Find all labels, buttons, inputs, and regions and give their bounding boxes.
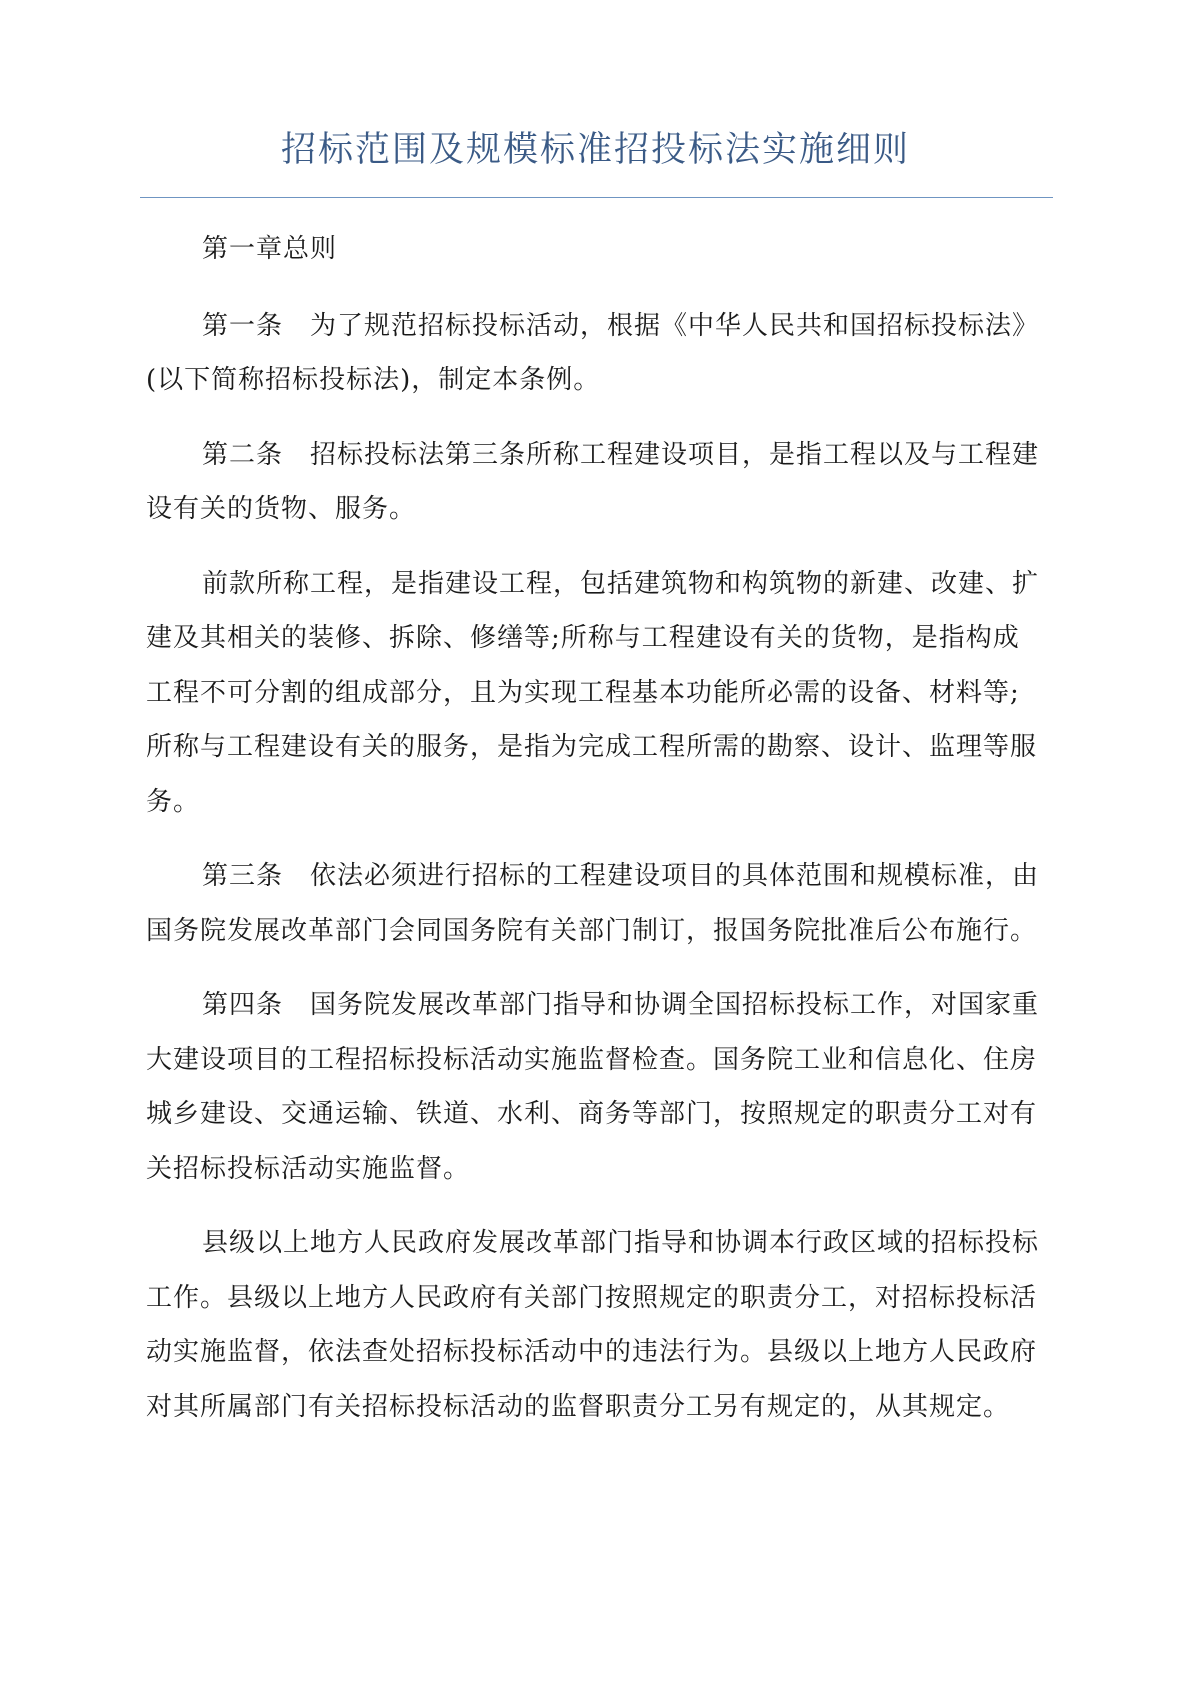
document-body [146,222,1046,1454]
paragraph-article-2-detail: 前款所称工程，是指建设工程，包括建筑物和构筑物的新建、改建、扩建及其相关的装修、拆除、修缮等;所称与工程建设有关的货物，是指构成工程不可分割的组成部分，且为实现工程基本功能所必需的设备、材料等;所称与工程建设有关的服务，是指为完成工程所需的勘察、设计、监理等服务。 [146,568,1040,817]
paragraph-article-2: 第二条 招标投标法第三条所称工程建设项目，是指工程以及与工程建设有关的货物、服务。 [146,439,1040,524]
document-title: 招标范围及规模标准招投标法实施细则 [280,130,910,170]
title-divider [140,197,1053,198]
paragraph-article-4-detail: 县级以上地方人民政府发展改革部门指导和协调本行政区域的招标投标工作。县级以上地方人民政府有关部门按照规定的职责分工，对招标投标活动实施监督，依法查处招标投标活动中的违法行为。县级以上地方人民政府对其所属部门有关招标投标活动的监督职责分工另有规定的，从其规定。 [146,1228,1040,1422]
paragraph-article-3: 第三条 依法必须进行招标的工程建设项目的具体范围和规模标准，由国务院发展改革部门会同国务院有关部门制订，报国务院批准后公布施行。 [146,861,1040,946]
paragraph-article-4: 第四条 国务院发展改革部门指导和协调全国招标投标工作，对国家重大建设项目的工程招标投标活动实施监督检查。国务院工业和信息化、住房城乡建设、交通运输、铁道、水利、商务等部门，按照规定的职责分工对有关招标投标活动实施监督。 [146,990,1040,1184]
paragraph-article-1: 第一条 为了规范招标投标活动，根据《中华人民共和国招标投标法》(以下简称招标投标法)，制定本条例。 [146,310,1040,395]
chapter-heading: 第一章总则 [202,234,338,264]
